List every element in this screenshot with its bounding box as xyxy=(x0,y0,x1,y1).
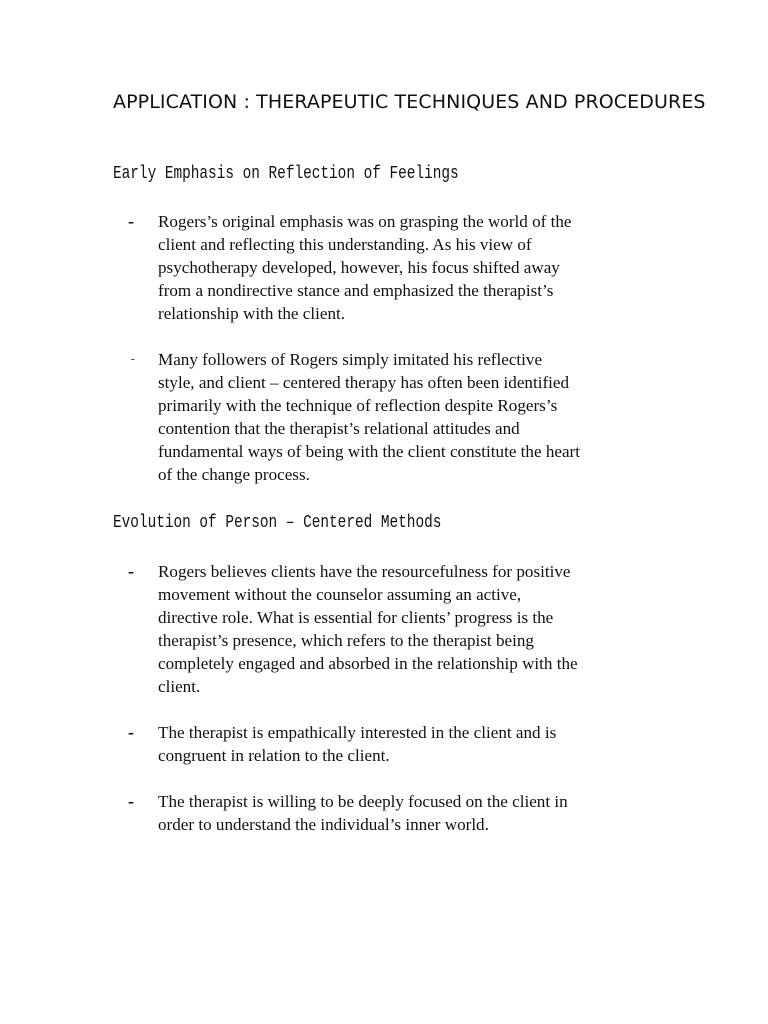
document-title: APPLICATION : THERAPEUTIC TECHNIQUES AND PROCEDURES xyxy=(113,91,706,113)
bullet-text: The therapist is willing to be deeply focused on the client in order to understand the individual’s inner world. xyxy=(158,792,568,834)
bullet-marker: - xyxy=(128,791,134,811)
bullet-text: Rogers believes clients have the resourcefulness for positive movement without the counselor assuming an active, directive role. What is essential for clients’ progress is the therapist’s presence, which refers to the therapist being completely engaged and absorbed in the relationship with the client. xyxy=(158,562,578,696)
bullet-marker: - xyxy=(131,353,135,365)
bullet-marker: - xyxy=(128,561,134,581)
bullet-text: The therapist is empathically interested in the client and is congruent in relation to the client. xyxy=(158,723,557,765)
bullet-item-empathically-interested xyxy=(128,721,668,767)
section-heading-early-emphasis: Early Emphasis on Reflection of Feelings xyxy=(113,164,459,184)
bullet-item-followers xyxy=(128,348,668,486)
bullet-item-deeply-focused xyxy=(128,790,668,836)
bullet-text: Many followers of Rogers simply imitated his reflective style, and client – centered therapy has often been identified primarily with the technique of reflection despite Rogers’s contention that the therapist’s relational attitudes and fundamental ways of being with the client constitute the heart of the change process. xyxy=(158,350,580,484)
bullet-item-resourcefulness xyxy=(128,560,668,698)
bullet-marker: - xyxy=(128,722,134,742)
bullet-item-original-emphasis xyxy=(128,210,668,325)
bullet-marker: - xyxy=(128,211,134,231)
bullet-text: Rogers’s original emphasis was on grasping the world of the client and reflecting this understanding. As his view of psychotherapy developed, however, his focus shifted away from a nondirective stance and emphasized the therapist’s relationship with the client. xyxy=(158,212,572,323)
section-heading-evolution: Evolution of Person – Centered Methods xyxy=(113,513,442,533)
